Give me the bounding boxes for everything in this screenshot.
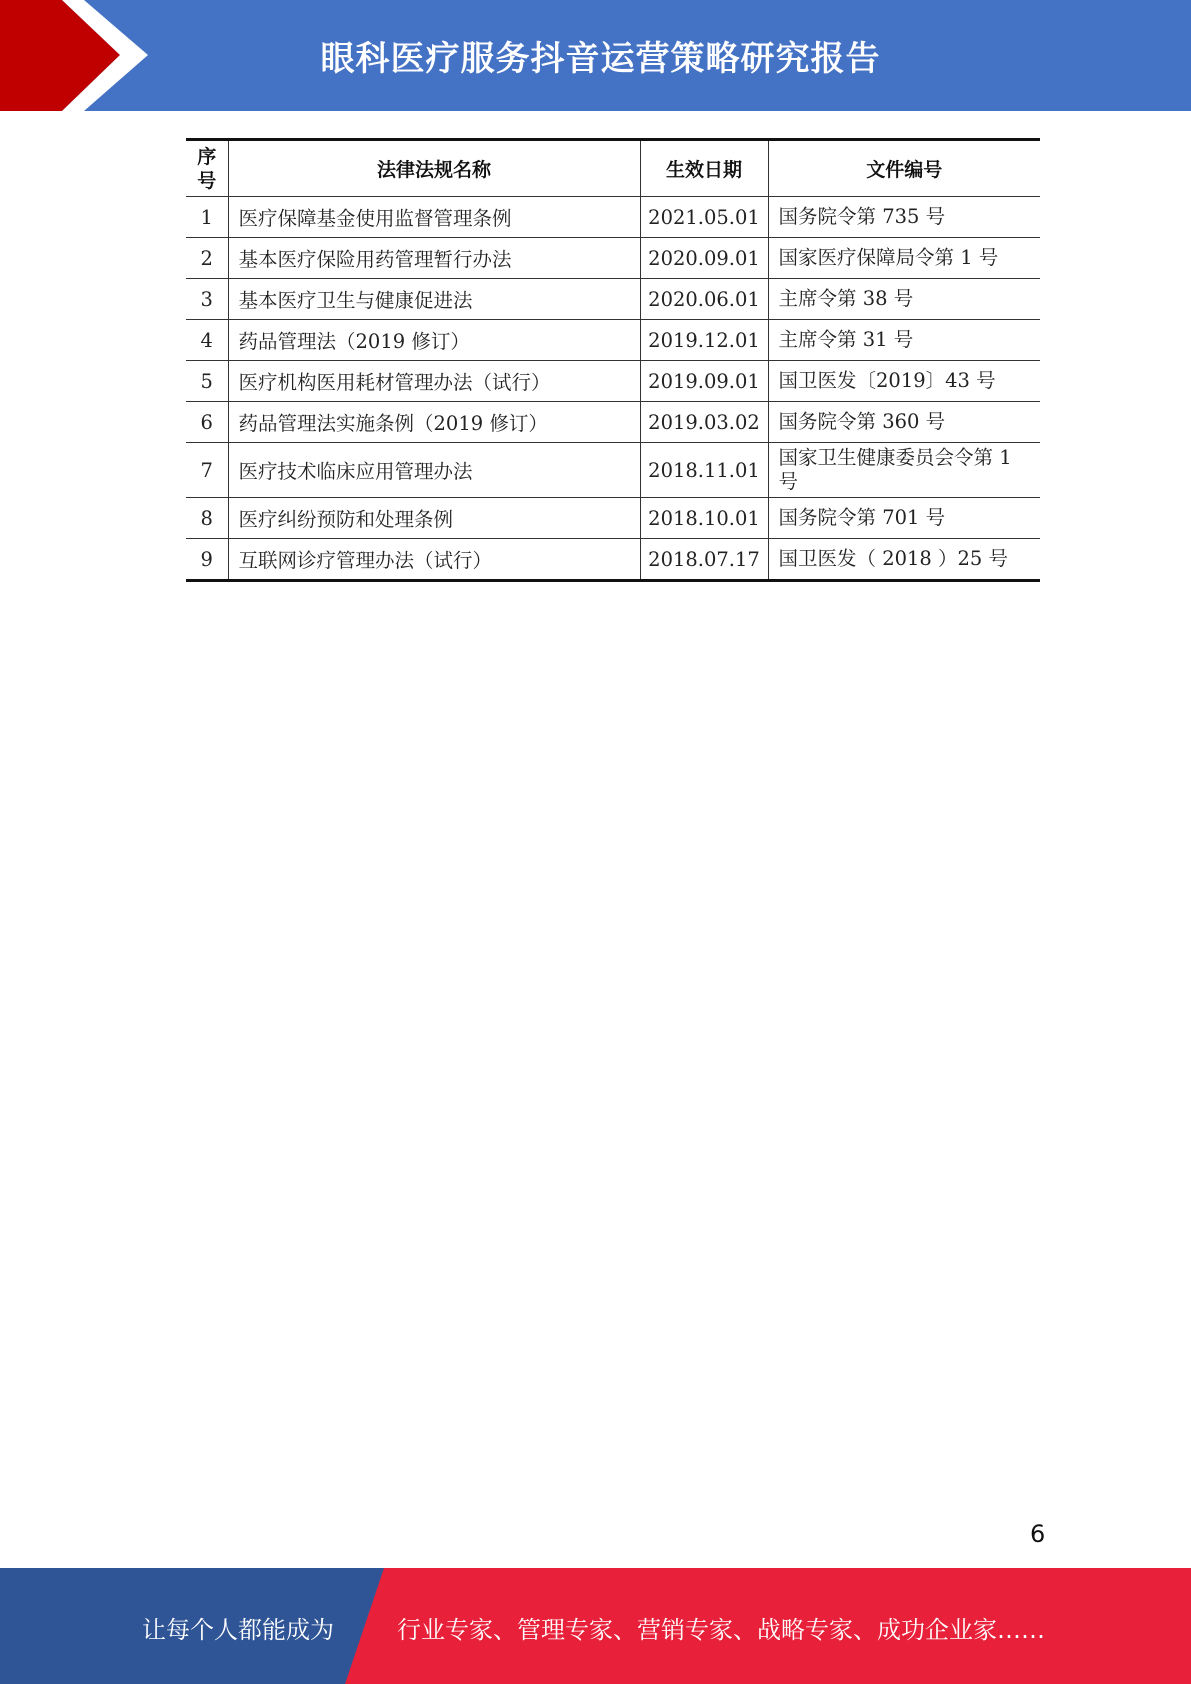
row-doc-number: 国家卫生健康委员会令第 1 号	[768, 443, 1040, 498]
row-doc-number: 国务院令第 701 号	[768, 498, 1040, 539]
row-index: 5	[186, 361, 228, 402]
row-index: 9	[186, 539, 228, 581]
row-doc-number: 国卫医发（ 2018 ）25 号	[768, 539, 1040, 581]
row-doc-number: 主席令第 31 号	[768, 320, 1040, 361]
header-index-line-1: 序	[197, 145, 217, 168]
table-header-row	[186, 140, 1040, 197]
row-doc-number: 国家医疗保障局令第 1 号	[768, 238, 1040, 279]
table-row	[186, 279, 1040, 320]
table-row	[186, 238, 1040, 279]
row-date: 2018.07.17	[640, 539, 768, 581]
row-index: 4	[186, 320, 228, 361]
row-date: 2018.11.01	[640, 443, 768, 498]
page-number: 6	[1030, 1520, 1046, 1548]
row-date: 2020.09.01	[640, 238, 768, 279]
row-date: 2021.05.01	[640, 197, 768, 238]
table-row	[186, 361, 1040, 402]
report-title: 眼科医疗服务抖音运营策略研究报告	[320, 39, 881, 79]
row-law-name: 药品管理法（2019 修订）	[228, 320, 640, 361]
header-law-name: 法律法规名称	[228, 140, 640, 197]
row-law-name: 医疗保障基金使用监督管理条例	[228, 197, 640, 238]
regulations-table	[186, 138, 1040, 582]
row-index: 8	[186, 498, 228, 539]
row-law-name: 医疗机构医用耗材管理办法（试行）	[228, 361, 640, 402]
row-index: 6	[186, 402, 228, 443]
row-doc-number: 主席令第 38 号	[768, 279, 1040, 320]
row-law-name: 医疗纠纷预防和处理条例	[228, 498, 640, 539]
row-law-name: 基本医疗保险用药管理暂行办法	[228, 238, 640, 279]
table-row	[186, 443, 1040, 498]
footer-slogan-right: 行业专家、管理专家、营销专家、战略专家、成功企业家……	[397, 1616, 1045, 1644]
row-index: 3	[186, 279, 228, 320]
header-index-line-2: 号	[197, 169, 217, 192]
row-index: 2	[186, 238, 228, 279]
row-doc-number: 国卫医发〔2019〕43 号	[768, 361, 1040, 402]
header-index	[186, 140, 228, 197]
row-law-name: 药品管理法实施条例（2019 修订）	[228, 402, 640, 443]
table-row	[186, 197, 1040, 238]
table-row	[186, 320, 1040, 361]
row-index: 1	[186, 197, 228, 238]
header-effective-date: 生效日期	[640, 140, 768, 197]
footer-banner	[0, 1568, 1191, 1684]
row-date: 2019.09.01	[640, 361, 768, 402]
row-date: 2018.10.01	[640, 498, 768, 539]
table-row	[186, 539, 1040, 581]
header-banner	[0, 0, 1191, 111]
table-row	[186, 402, 1040, 443]
row-law-name: 互联网诊疗管理办法（试行）	[228, 539, 640, 581]
row-law-name: 基本医疗卫生与健康促进法	[228, 279, 640, 320]
header-document-number: 文件编号	[768, 140, 1040, 197]
row-law-name: 医疗技术临床应用管理办法	[228, 443, 640, 498]
row-doc-number: 国务院令第 360 号	[768, 402, 1040, 443]
row-date: 2020.06.01	[640, 279, 768, 320]
footer-slogan-left: 让每个人都能成为	[142, 1616, 334, 1644]
row-date: 2019.12.01	[640, 320, 768, 361]
row-index: 7	[186, 443, 228, 498]
row-date: 2019.03.02	[640, 402, 768, 443]
table-row	[186, 498, 1040, 539]
row-doc-number: 国务院令第 735 号	[768, 197, 1040, 238]
